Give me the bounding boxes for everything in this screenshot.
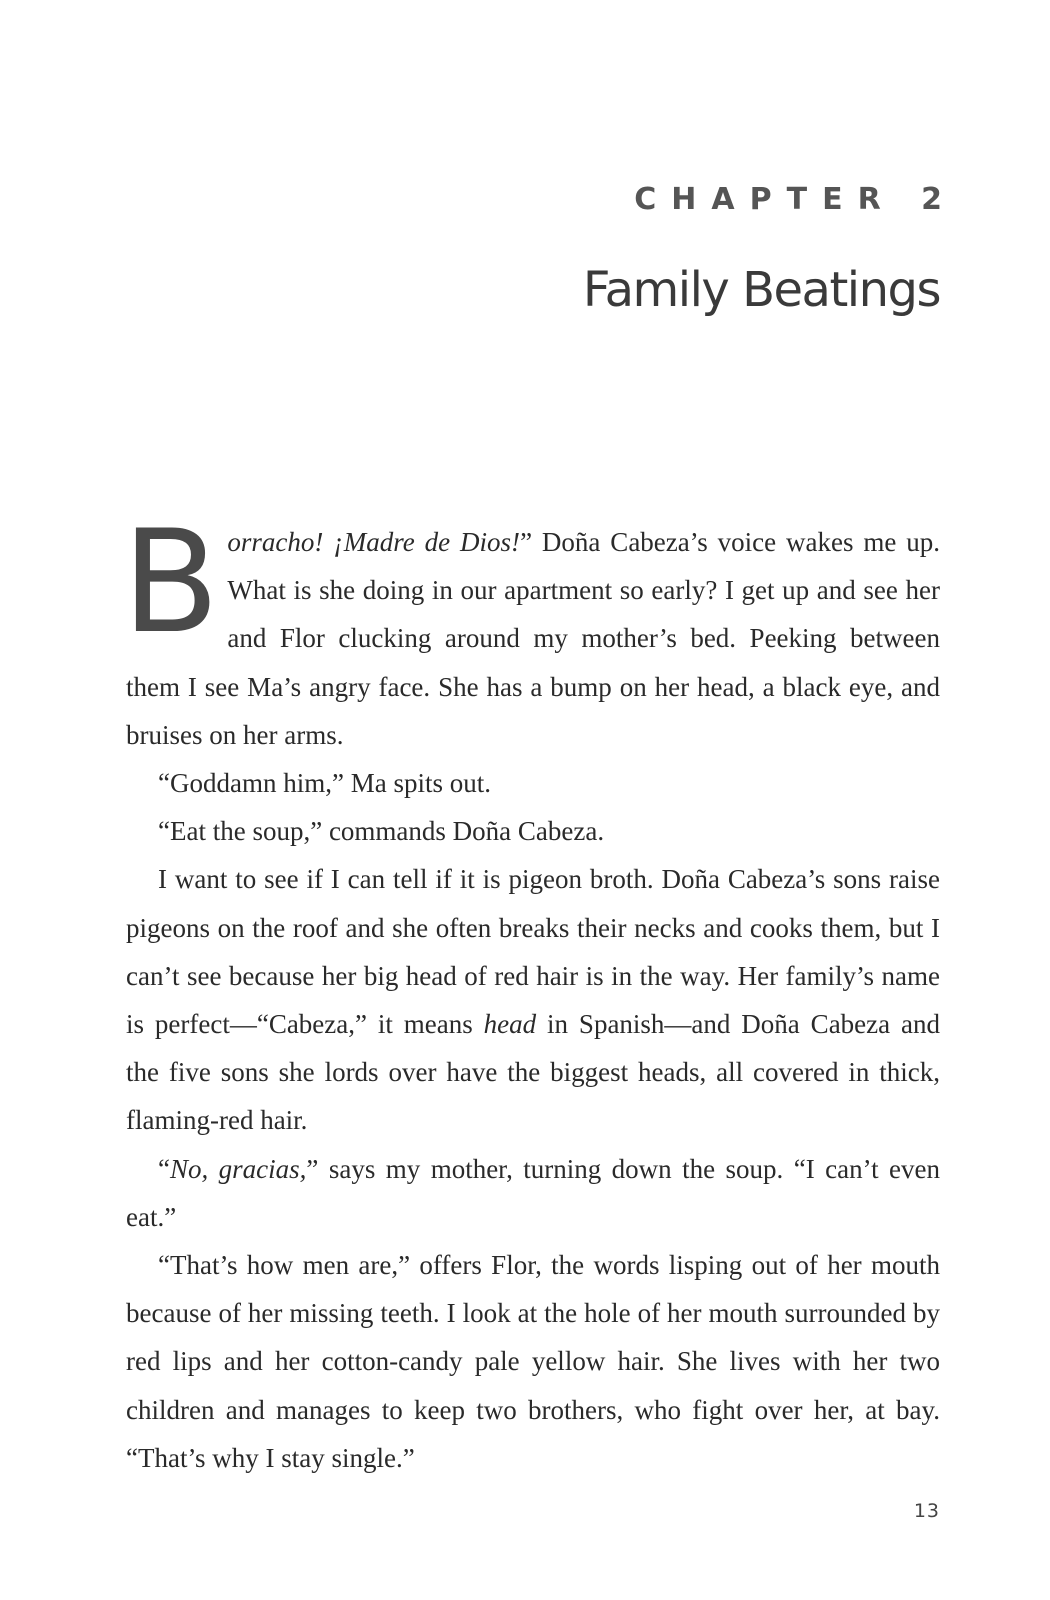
drop-cap: B [122,500,216,665]
paragraph-5-italic: No, gracias, [169,1153,307,1184]
paragraph-5-text: ” says my mother, turning down the soup. “I can’t even eat.” [126,1153,940,1232]
paragraph-4-text-b: in Spanish—and Doña Cabeza and the five sons she lords over have the biggest heads, all covered in thick, flaming-red hair. [126,1009,940,1136]
paragraph-1-italic: orracho! ¡Madre de Dios! [227,527,521,557]
paragraph-5 [126,1145,940,1241]
paragraph-6: “That’s how men are,” offers Flor, the words lisping out of her mouth because of her missing teeth. I look at the hole of her mouth surrounded by red lips and her cotton-candy pale yellow hair. She lives with her two children and manages to keep two brothers, who fight over her, at bay. “That’s why I stay single.” [126,1250,940,1473]
paragraph-2: “Goddamn him,” Ma spits out. [158,768,491,799]
paragraph-3: “Eat the soup,” commands Doña Cabeza. [158,816,605,847]
paragraph-1-text: ” Doña Cabeza’s voice wakes me up. What is she doing in our apartment so early? I get up and see her and Flor clucking around my mother’s bed. Peeking between them I see Ma’s angry face. She has a bump on her head, a black eye, and bruises on her arms. [126,527,940,750]
chapter-label: CHAPTER 2 [634,182,957,217]
chapter-title: Family Beatings [582,262,940,318]
paragraph-4 [126,855,940,1144]
page-number: 13 [913,1500,940,1522]
paragraph-4-italic: head [483,1009,537,1040]
paragraph-1 [122,500,940,759]
paragraph-5-open-quote: “ [158,1153,170,1184]
body-text [122,500,940,1482]
paragraph-4-text-a: I want to see if I can tell if it is pigeon broth. Doña Cabeza’s sons raise pigeons on the roof and she often breaks their necks and cooks them, but I can’t see because her big head of red hair is in the way. Her family’s name is perfect—“Cabeza,” it means [126,864,940,1040]
